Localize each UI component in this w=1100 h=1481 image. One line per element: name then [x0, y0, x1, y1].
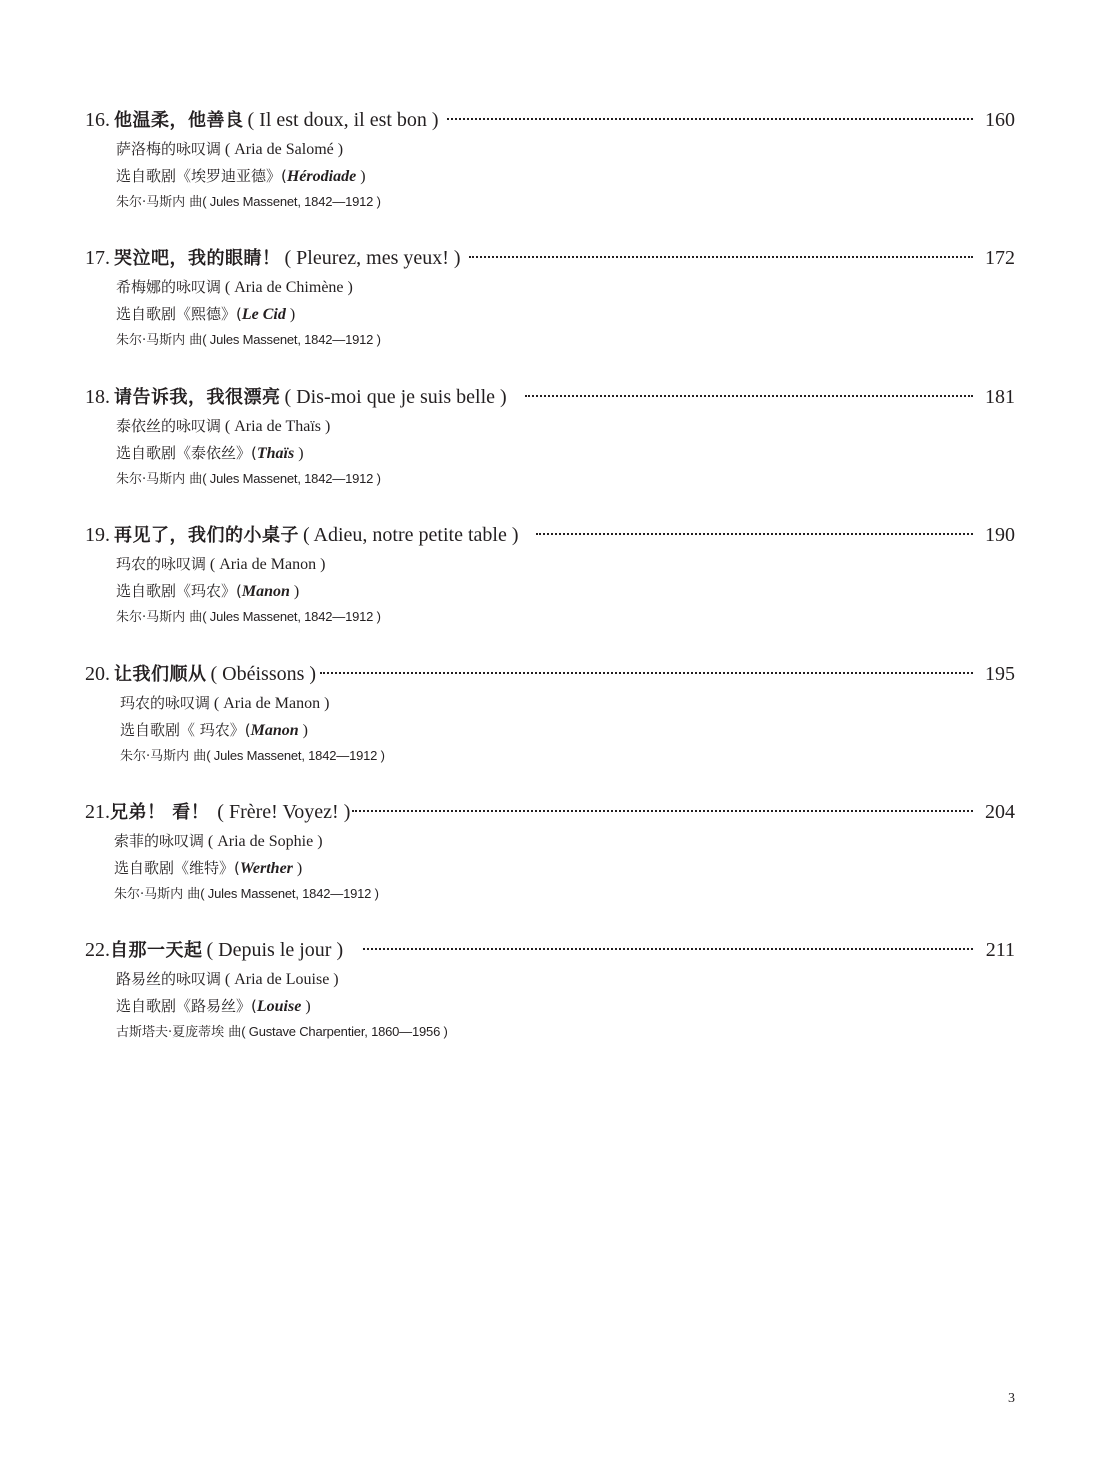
- composer-chinese: 朱尔·马斯内 曲: [116, 333, 203, 348]
- toc-entry-heading[interactable]: [85, 660, 1015, 690]
- aria-chinese: 玛农的咏叹调: [120, 694, 211, 712]
- opera-chinese: 选自歌剧《熙德》(: [116, 305, 242, 323]
- opera-line: [120, 717, 1015, 744]
- aria-line: [116, 966, 1015, 993]
- entry-title-french: ( Pleurez, mes yeux! ): [284, 247, 461, 269]
- entry-title-chinese: 自那一天起: [110, 940, 203, 961]
- composer-line: [116, 190, 1015, 214]
- opera-close-paren: ): [356, 168, 366, 185]
- toc-entry[interactable]: [85, 383, 1015, 491]
- opera-close-paren: ): [289, 583, 300, 600]
- opera-chinese: 选自歌剧《维特》(: [114, 859, 240, 877]
- dot-leader: [352, 810, 973, 812]
- entry-page-number[interactable]: 190: [985, 524, 1015, 546]
- entry-title-chinese: 让我们顺从: [114, 664, 207, 685]
- aria-line: [116, 551, 1015, 578]
- composer-line: [116, 1020, 1015, 1044]
- opera-title-original: Hérodiade: [286, 168, 357, 185]
- entry-title-chinese: 请告诉我，我很漂亮: [114, 387, 281, 408]
- composer-original: ( Jules Massenet, 1842—1912 ): [206, 748, 385, 763]
- opera-chinese: 选自歌剧《 玛农》(: [120, 721, 251, 739]
- dot-leader: [525, 395, 973, 397]
- toc-entry[interactable]: [85, 798, 1015, 906]
- entry-title-french: ( Dis-moi que je suis belle ): [284, 386, 507, 408]
- entry-details: [116, 551, 1015, 629]
- opera-chinese: 选自歌剧《玛农》(: [116, 582, 242, 600]
- aria-line: [116, 136, 1015, 163]
- dot-leader: [363, 948, 973, 950]
- opera-line: [116, 163, 1015, 190]
- opera-line: [116, 993, 1015, 1020]
- composer-original: ( Jules Massenet, 1842—1912 ): [202, 194, 381, 209]
- opera-title-original: Werther: [239, 860, 293, 877]
- opera-close-paren: ): [298, 722, 308, 739]
- entry-title-chinese: 再见了，我们的小桌子: [114, 525, 299, 546]
- opera-title-original: Le Cid: [241, 306, 286, 323]
- toc-entry[interactable]: [85, 244, 1015, 352]
- toc-entry[interactable]: [85, 106, 1015, 214]
- aria-chinese: 索菲的咏叹调: [114, 832, 205, 850]
- entry-number: 22.: [85, 939, 110, 961]
- composer-chinese: 古斯塔夫·夏庞蒂埃 曲: [116, 1025, 242, 1040]
- opera-chinese: 选自歌剧《埃罗迪亚德》(: [116, 167, 287, 185]
- entry-page-number[interactable]: 195: [985, 663, 1015, 685]
- aria-french: ( Aria de Chimène ): [224, 279, 353, 296]
- entry-page-number[interactable]: 211: [985, 939, 1015, 961]
- entry-title-french: ( Obéissons ): [210, 663, 317, 685]
- toc-entry-heading[interactable]: [85, 244, 1015, 274]
- entry-title-french: ( Depuis le jour ): [206, 939, 344, 961]
- opera-close-paren: ): [292, 860, 303, 877]
- aria-chinese: 泰依丝的咏叹调: [116, 417, 222, 435]
- aria-french: ( Aria de Louise ): [224, 971, 339, 988]
- entry-details: [116, 274, 1015, 352]
- aria-french: ( Aria de Manon ): [209, 556, 326, 573]
- aria-chinese: 萨洛梅的咏叹调: [116, 140, 222, 158]
- aria-line: [116, 413, 1015, 440]
- composer-chinese: 朱尔·马斯内 曲: [120, 749, 207, 764]
- opera-close-paren: ): [301, 998, 311, 1015]
- entry-details: [120, 690, 1015, 768]
- opera-line: [114, 855, 1015, 882]
- entry-number: 19.: [85, 524, 110, 546]
- aria-chinese: 玛农的咏叹调: [116, 555, 207, 573]
- aria-french: ( Aria de Sophie ): [207, 833, 323, 850]
- aria-line: [116, 274, 1015, 301]
- opera-line: [116, 301, 1015, 328]
- entry-number: 18.: [85, 386, 110, 408]
- entry-title-french: ( Frère! Voyez! ): [217, 801, 351, 823]
- composer-chinese: 朱尔·马斯内 曲: [116, 610, 203, 625]
- entry-page-number[interactable]: 181: [985, 386, 1015, 408]
- composer-line: [116, 605, 1015, 629]
- entry-title-chinese: 他温柔，他善良: [114, 110, 244, 131]
- composer-line: [116, 467, 1015, 491]
- toc-entry-heading[interactable]: [85, 936, 1015, 966]
- toc-entry-heading[interactable]: [85, 383, 1015, 413]
- aria-french: ( Aria de Manon ): [213, 695, 330, 712]
- dot-leader: [320, 672, 973, 674]
- entry-page-number[interactable]: 160: [985, 109, 1015, 131]
- toc-entry-heading[interactable]: [85, 521, 1015, 551]
- entry-details: [116, 966, 1015, 1044]
- toc-entry-heading[interactable]: [85, 106, 1015, 136]
- entry-details: [114, 828, 1015, 906]
- opera-title-original: Louise: [256, 998, 302, 1015]
- entry-number: 17.: [85, 247, 110, 269]
- aria-chinese: 路易丝的咏叹调: [116, 970, 222, 988]
- entry-title-chinese: 兄弟！ 看！: [110, 802, 210, 823]
- entry-number: 20.: [85, 663, 110, 685]
- entry-title-french: ( Adieu, notre petite table ): [303, 524, 519, 546]
- entry-details: [116, 413, 1015, 491]
- opera-chinese: 选自歌剧《路易丝》(: [116, 997, 257, 1015]
- toc-entry[interactable]: [85, 521, 1015, 629]
- opera-title-original: Manon: [250, 722, 299, 739]
- entry-number: 21.: [85, 801, 110, 823]
- dot-leader: [447, 118, 973, 120]
- composer-line: [116, 328, 1015, 352]
- composer-chinese: 朱尔·马斯内 曲: [116, 472, 203, 487]
- toc-entry[interactable]: [85, 936, 1015, 1044]
- composer-original: ( Jules Massenet, 1842—1912 ): [202, 332, 381, 347]
- opera-title-original: Thaïs: [256, 445, 295, 462]
- opera-line: [116, 578, 1015, 605]
- aria-chinese: 希梅娜的咏叹调: [116, 278, 222, 296]
- opera-title-original: Manon: [241, 583, 290, 600]
- aria-french: ( Aria de Thaïs ): [224, 418, 331, 435]
- composer-line: [114, 882, 1015, 906]
- aria-line: [120, 690, 1015, 717]
- dot-leader: [469, 256, 973, 258]
- entry-title-chinese: 哭泣吧，我的眼睛！: [114, 248, 281, 269]
- composer-original: ( Jules Massenet, 1842—1912 ): [202, 471, 381, 486]
- page-footer-number: 3: [1008, 1391, 1015, 1406]
- opera-line: [116, 440, 1015, 467]
- dot-leader: [536, 533, 973, 535]
- composer-original: ( Jules Massenet, 1842—1912 ): [202, 609, 381, 624]
- aria-french: ( Aria de Salomé ): [224, 141, 344, 158]
- entry-page-number[interactable]: 172: [985, 247, 1015, 269]
- composer-original: ( Gustave Charpentier, 1860—1956 ): [241, 1024, 448, 1039]
- composer-original: ( Jules Massenet, 1842—1912 ): [200, 886, 379, 901]
- toc-entry[interactable]: [85, 660, 1015, 768]
- opera-close-paren: ): [294, 445, 304, 462]
- opera-chinese: 选自歌剧《泰依丝》(: [116, 444, 257, 462]
- toc-entry-heading[interactable]: [85, 798, 1015, 828]
- aria-line: [114, 828, 1015, 855]
- entry-title-french: ( Il est doux, il est bon ): [247, 109, 439, 131]
- composer-line: [120, 744, 1015, 768]
- entry-page-number[interactable]: 204: [985, 801, 1015, 823]
- opera-close-paren: ): [285, 306, 296, 323]
- entry-number: 16.: [85, 109, 110, 131]
- composer-chinese: 朱尔·马斯内 曲: [114, 887, 201, 902]
- composer-chinese: 朱尔·马斯内 曲: [116, 195, 203, 210]
- entry-details: [116, 136, 1015, 214]
